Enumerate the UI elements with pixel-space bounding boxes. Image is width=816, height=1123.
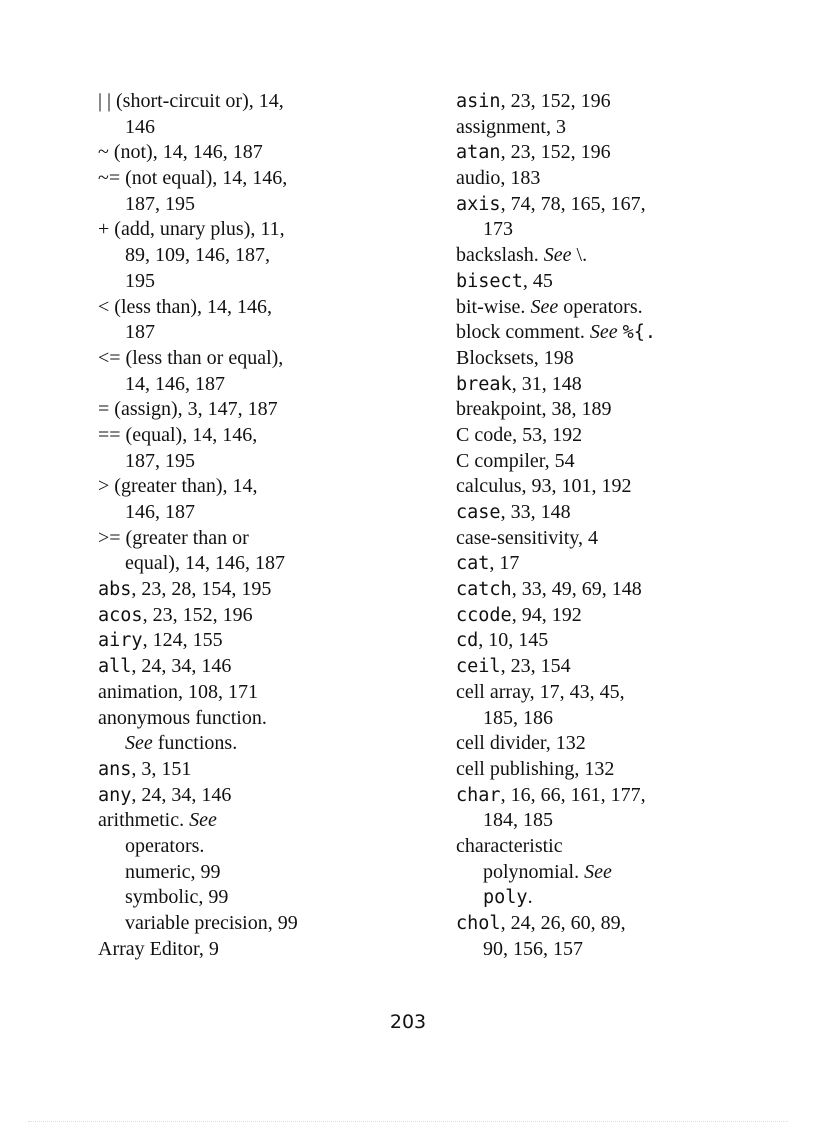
index-subline [456, 808, 796, 834]
entry-text: , 24, 26, 60, 89, [500, 912, 626, 934]
code-term: abs [98, 579, 132, 601]
index-subline [98, 834, 438, 860]
entry-text: , 10, 145 [478, 629, 549, 652]
code-term: poly [483, 887, 528, 909]
index-entry [98, 706, 438, 732]
entry-text: , 33, 49, 69, 148 [511, 578, 642, 601]
index-entry [456, 757, 796, 783]
index-subline [456, 860, 796, 886]
entry-text: assignment, 3 [456, 115, 566, 138]
entry-text: , 31, 148 [511, 372, 582, 395]
code-term: catch [456, 579, 512, 601]
index-subline [456, 706, 796, 732]
entry-text: , 74, 78, 165, 167, [500, 192, 646, 215]
entry-text: 187, 195 [125, 449, 195, 472]
entry-text: Blocksets, 198 [456, 346, 574, 369]
entry-text: C code, 53, 192 [456, 423, 583, 446]
index-subline [98, 500, 438, 526]
entry-text: , 23, 152, 196 [500, 141, 611, 164]
index-entry [98, 423, 438, 449]
entry-text: 187, 195 [125, 192, 195, 215]
entry-text: , 23, 154 [500, 655, 571, 678]
index-entry [456, 783, 796, 809]
entry-text: operators. [558, 295, 643, 318]
entry-text: , 33, 148 [500, 501, 571, 523]
see-reference: See [584, 860, 612, 883]
index-entry [98, 577, 438, 603]
index-subline [98, 269, 438, 295]
code-term: acos [98, 604, 143, 626]
index-entry [456, 474, 796, 500]
see-reference: See [589, 321, 618, 344]
index-entry [98, 295, 438, 321]
index-subline [98, 320, 438, 346]
index-entry [456, 140, 796, 166]
code-term: bisect [456, 270, 523, 292]
entry-text: = (assign), 3, 147, 187 [98, 398, 278, 421]
entry-text: anonymous function. [98, 706, 267, 729]
entry-text: cell publishing, 132 [456, 757, 615, 780]
entry-text: numeric, 99 [125, 860, 221, 883]
entry-text: animation, 108, 171 [98, 680, 258, 703]
code-term: break [456, 373, 512, 395]
bottom-divider [28, 1121, 788, 1122]
index-subline [456, 885, 796, 911]
index-subline [98, 885, 438, 911]
index-entry [98, 937, 438, 963]
entry-text: + (add, unary plus), 11, [98, 218, 285, 241]
index-entry [456, 295, 796, 321]
entry-text: ~ (not), 14, 146, 187 [98, 141, 263, 164]
index-entry [98, 397, 438, 423]
entry-text: , 23, 152, 196 [142, 603, 253, 626]
index-entry [98, 346, 438, 372]
index-subline [456, 937, 796, 963]
entry-text: 187 [125, 321, 155, 344]
index-entry [456, 500, 796, 526]
index-entry [456, 680, 796, 706]
entry-text: 185, 186 [483, 706, 553, 729]
index-subline [98, 243, 438, 269]
entry-text: cell divider, 132 [456, 732, 586, 755]
index-entry [98, 654, 438, 680]
index-column-right [456, 89, 796, 962]
index-subline [98, 115, 438, 141]
entry-text: >= (greater than or [98, 526, 249, 549]
index-entry [98, 140, 438, 166]
entry-text: cell array, 17, 43, 45, [456, 680, 625, 703]
index-subline [98, 551, 438, 577]
code-term: atan [456, 142, 501, 164]
index-entry [456, 115, 796, 141]
code-term: axis [456, 193, 501, 215]
entry-text: calculus, 93, 101, 192 [456, 475, 632, 498]
entry-text: , 17 [489, 552, 520, 575]
index-entry [98, 783, 438, 809]
index-column-left [98, 89, 438, 962]
entry-text: 173 [483, 218, 513, 241]
entry-text: ~= (not equal), 14, 146, [98, 167, 288, 190]
entry-text: 90, 156, 157 [483, 937, 583, 960]
code-term: cd [456, 630, 479, 652]
entry-text: polynomial. [483, 860, 585, 883]
index-entry [456, 526, 796, 552]
entry-text: 195 [125, 269, 155, 292]
index-subline [98, 372, 438, 398]
page-number: 203 [389, 1011, 427, 1033]
entry-text: C compiler, 54 [456, 449, 575, 472]
code-term: any [98, 784, 132, 806]
see-reference: See [530, 295, 559, 318]
index-entry [456, 269, 796, 295]
entry-text: , 24, 34, 146 [131, 783, 232, 806]
entry-text: . [527, 886, 533, 909]
entry-text: \. [571, 244, 588, 267]
entry-text: < (less than), 14, 146, [98, 295, 273, 318]
index-subline [98, 449, 438, 475]
index-entry [456, 346, 796, 372]
entry-text: == (equal), 14, 146, [98, 423, 258, 446]
code-term: asin [456, 91, 501, 112]
code-term: ans [98, 758, 132, 780]
entry-text: | | [98, 90, 117, 112]
entry-text: , 16, 66, 161, 177, [500, 783, 646, 806]
entry-text: , 45 [522, 269, 553, 292]
entry-text: <= (less than or equal), [98, 346, 284, 369]
index-entry [456, 628, 796, 654]
entry-text: 89, 109, 146, 187, [125, 244, 270, 267]
index-entry [98, 603, 438, 629]
code-term: chol [456, 913, 501, 934]
index-entry [98, 474, 438, 500]
entry-text: block comment. [456, 321, 590, 344]
entry-text: Array Editor, 9 [98, 937, 219, 960]
see-reference: See [125, 732, 153, 755]
index-entry [456, 166, 796, 192]
index-entry [456, 449, 796, 475]
index-entry [456, 89, 796, 115]
index-subline [98, 192, 438, 218]
entry-text: 146, 187 [125, 501, 195, 523]
index-entry [98, 628, 438, 654]
entry-text: breakpoint, 38, 189 [456, 398, 612, 421]
entry-text: , 3, 151 [131, 757, 192, 780]
index-entry [456, 654, 796, 680]
index-subline [98, 911, 438, 937]
index-entry [98, 680, 438, 706]
entry-text: case-sensitivity, 4 [456, 526, 599, 549]
index-entry [456, 320, 796, 346]
index-entry [98, 526, 438, 552]
entry-text: , 23, 28, 154, 195 [131, 578, 272, 601]
index-entry [98, 166, 438, 192]
entry-text: , 23, 152, 196 [500, 90, 611, 112]
code-term: cat [456, 553, 490, 575]
index-entry [456, 603, 796, 629]
entry-text: symbolic, 99 [125, 886, 229, 909]
index-entry [456, 397, 796, 423]
index-subline [98, 860, 438, 886]
entry-text: bit-wise. [456, 295, 531, 318]
entry-text: equal), 14, 146, 187 [125, 552, 285, 575]
see-reference: See [543, 244, 572, 267]
entry-text: arithmetic. [98, 809, 190, 832]
index-entry [456, 577, 796, 603]
entry-text: audio, 183 [456, 167, 541, 190]
index-entry [456, 372, 796, 398]
code-term: ceil [456, 656, 501, 678]
entry-text: characteristic [456, 834, 563, 857]
entry-text: (short-circuit or), 14, [116, 90, 284, 112]
entry-text: , 124, 155 [142, 629, 223, 652]
entry-text: 146 [125, 115, 155, 138]
see-reference: See [189, 809, 217, 832]
index-entry [98, 89, 438, 115]
index-entry [456, 243, 796, 269]
index-entry [98, 757, 438, 783]
index-entry [456, 551, 796, 577]
entry-text: 14, 146, 187 [125, 372, 225, 395]
code-term: all [98, 656, 132, 678]
entry-text: backslash. [456, 244, 544, 267]
index-subline [98, 731, 438, 757]
entry-text: 184, 185 [483, 809, 553, 832]
entry-text: operators. [125, 834, 205, 857]
code-term: ccode [456, 604, 512, 626]
index-entry [456, 192, 796, 218]
code-term: char [456, 784, 501, 806]
index-entry [456, 834, 796, 860]
entry-text: functions. [152, 732, 238, 755]
entry-text: > (greater than), 14, [98, 475, 258, 498]
index-subline [456, 217, 796, 243]
entry-text: variable precision, 99 [125, 912, 298, 934]
index-entry [98, 217, 438, 243]
index-entry [456, 731, 796, 757]
index-entry [98, 808, 438, 834]
entry-text: , 24, 34, 146 [131, 655, 232, 678]
code-term: airy [98, 630, 143, 652]
code-term: case [456, 502, 501, 523]
entry-text: , 94, 192 [511, 603, 582, 626]
index-entry [456, 911, 796, 937]
code-term: %{. [622, 322, 657, 344]
index-entry [456, 423, 796, 449]
